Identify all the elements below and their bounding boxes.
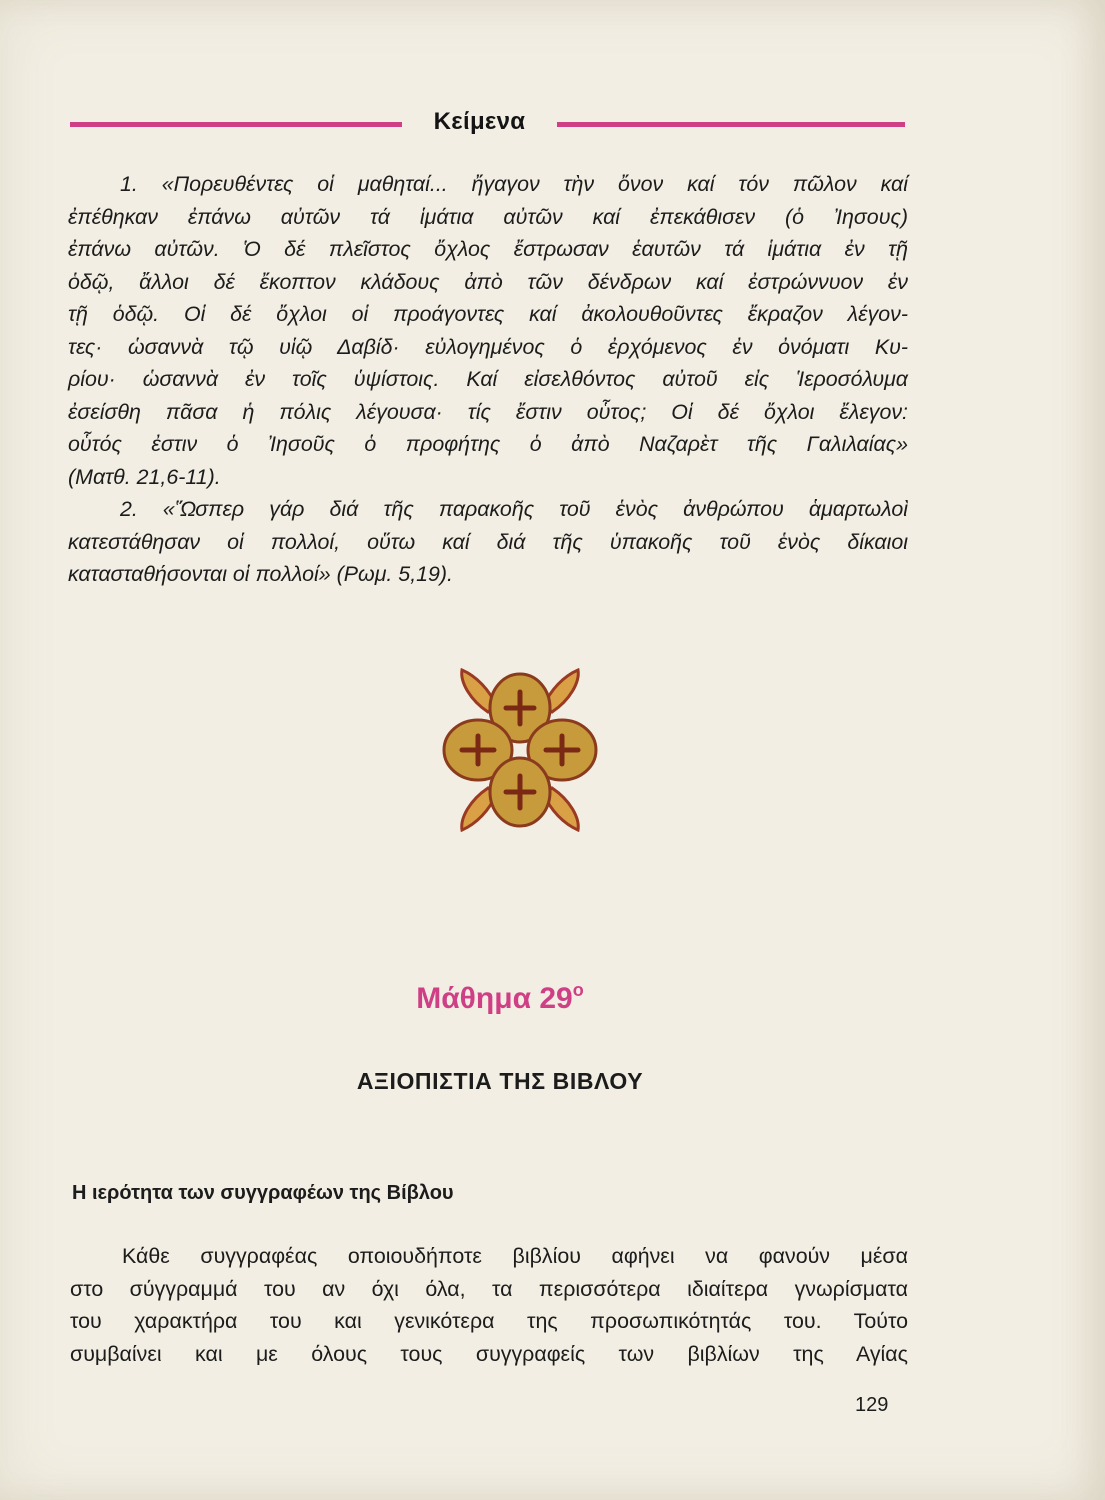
cross-flower-ornament-icon [430,660,610,840]
header-rule-left [70,122,402,127]
quote-line: ρίου· ὡσαννὰ ἐν τοῖς ὑψίστοις. Καί εἰσελθόντος αὐτοῦ εἰς Ἱεροσόλυμα [68,367,908,391]
quote-line: ἐπάνω αὐτῶν. Ὁ δέ πλεῖστος ὄχλος ἔστρωσαν ἑαυτῶν τά ἱμάτια ἐν τῇ [68,237,908,261]
body-line: στο σύγγραμμά του αν όχι όλα, τα περισσότερα ιδιαίτερα γνωρίσματα [70,1276,908,1301]
quote-line: κατασταθήσονται οἱ πολλοί» (Ρωμ. 5,19). [68,562,453,586]
quote-line: οὗτός ἐστιν ὁ Ἰησοῦς ὁ προφήτης ὁ ἀπὸ Ναζαρὲτ τῆς Γαλιλαίας» [68,432,908,456]
quote-line: 1. «Πορευθέντες οἱ μαθηταί... ἤγαγον τὴν ὄνον καί τόν πῶλον καί [120,172,908,196]
quote-line: 2. «Ὥσπερ γάρ διά τῆς παρακοῆς τοῦ ἑνὸς ἀνθρώπου ἁμαρτωλοὶ [120,497,908,521]
quote-line: τες· ὡσαννὰ τῷ υἱῷ Δαβίδ· εὐλογημένος ὁ ἐρχόμενος ἐν ὀνόματι Κυ- [68,334,908,359]
lesson-heading [0,980,1000,1016]
body-text [70,1240,908,1370]
page-number: 129 [855,1394,889,1416]
header-title: Κείμενα [433,108,526,135]
ornament-crosses [462,692,578,808]
quote-line: κατεστάθησαν οἱ πολλοί, οὕτω καί διά τῆς ὑπακοῆς τοῦ ἑνὸς δίκαιοι [68,529,908,554]
chapter-title: ΑΞΙΟΠΙΣΤΙΑ ΤΗΣ ΒΙΒΛΟΥ [356,1068,644,1094]
quote-line: ὁδῷ, ἄλλοι δέ ἔκοπτον κλάδους ἀπὸ τῶν δένδρων καί ἐστρώννυον ἐν [68,269,908,294]
quote-line: τῇ ὁδῷ. Οἱ δέ ὄχλοι οἱ προάγοντες καί ἀκολουθοῦντες ἔκραζον λέγον- [68,302,908,326]
header-rule-right [557,122,905,127]
quote-line: ἐπέθηκαν ἐπάνω αὐτῶν τά ἱμάτια αὐτῶν καί ἐπεκάθισεν (ὁ Ἰησους) [68,204,908,229]
quote-line: (Ματθ. 21,6-11). [68,464,221,489]
lesson-ordinal: ο [572,980,584,1000]
scripture-quotes [68,168,908,591]
quote-line: ἐσείσθη πᾶσα ἡ πόλις λέγουσα· τίς ἔστιν οὗτος; Οἱ δέ ὄχλοι ἔλεγον: [68,399,908,424]
section-header [70,108,905,142]
lesson-label: Μάθημα 29 [416,982,573,1015]
body-line: Κάθε συγγραφέας οποιουδήποτε βιβλίου αφήνει να φανούν μέσα [122,1244,908,1268]
body-line: συμβαίνει και με όλους τους συγγραφείς των βιβλίων της Αγίας [70,1341,908,1366]
body-line: του χαρακτήρα του και γενικότερα της προσωπικότητάς του. Τούτο [70,1309,908,1333]
section-title: Η ιερότητα των συγγραφέων της Βίβλου [72,1182,454,1204]
